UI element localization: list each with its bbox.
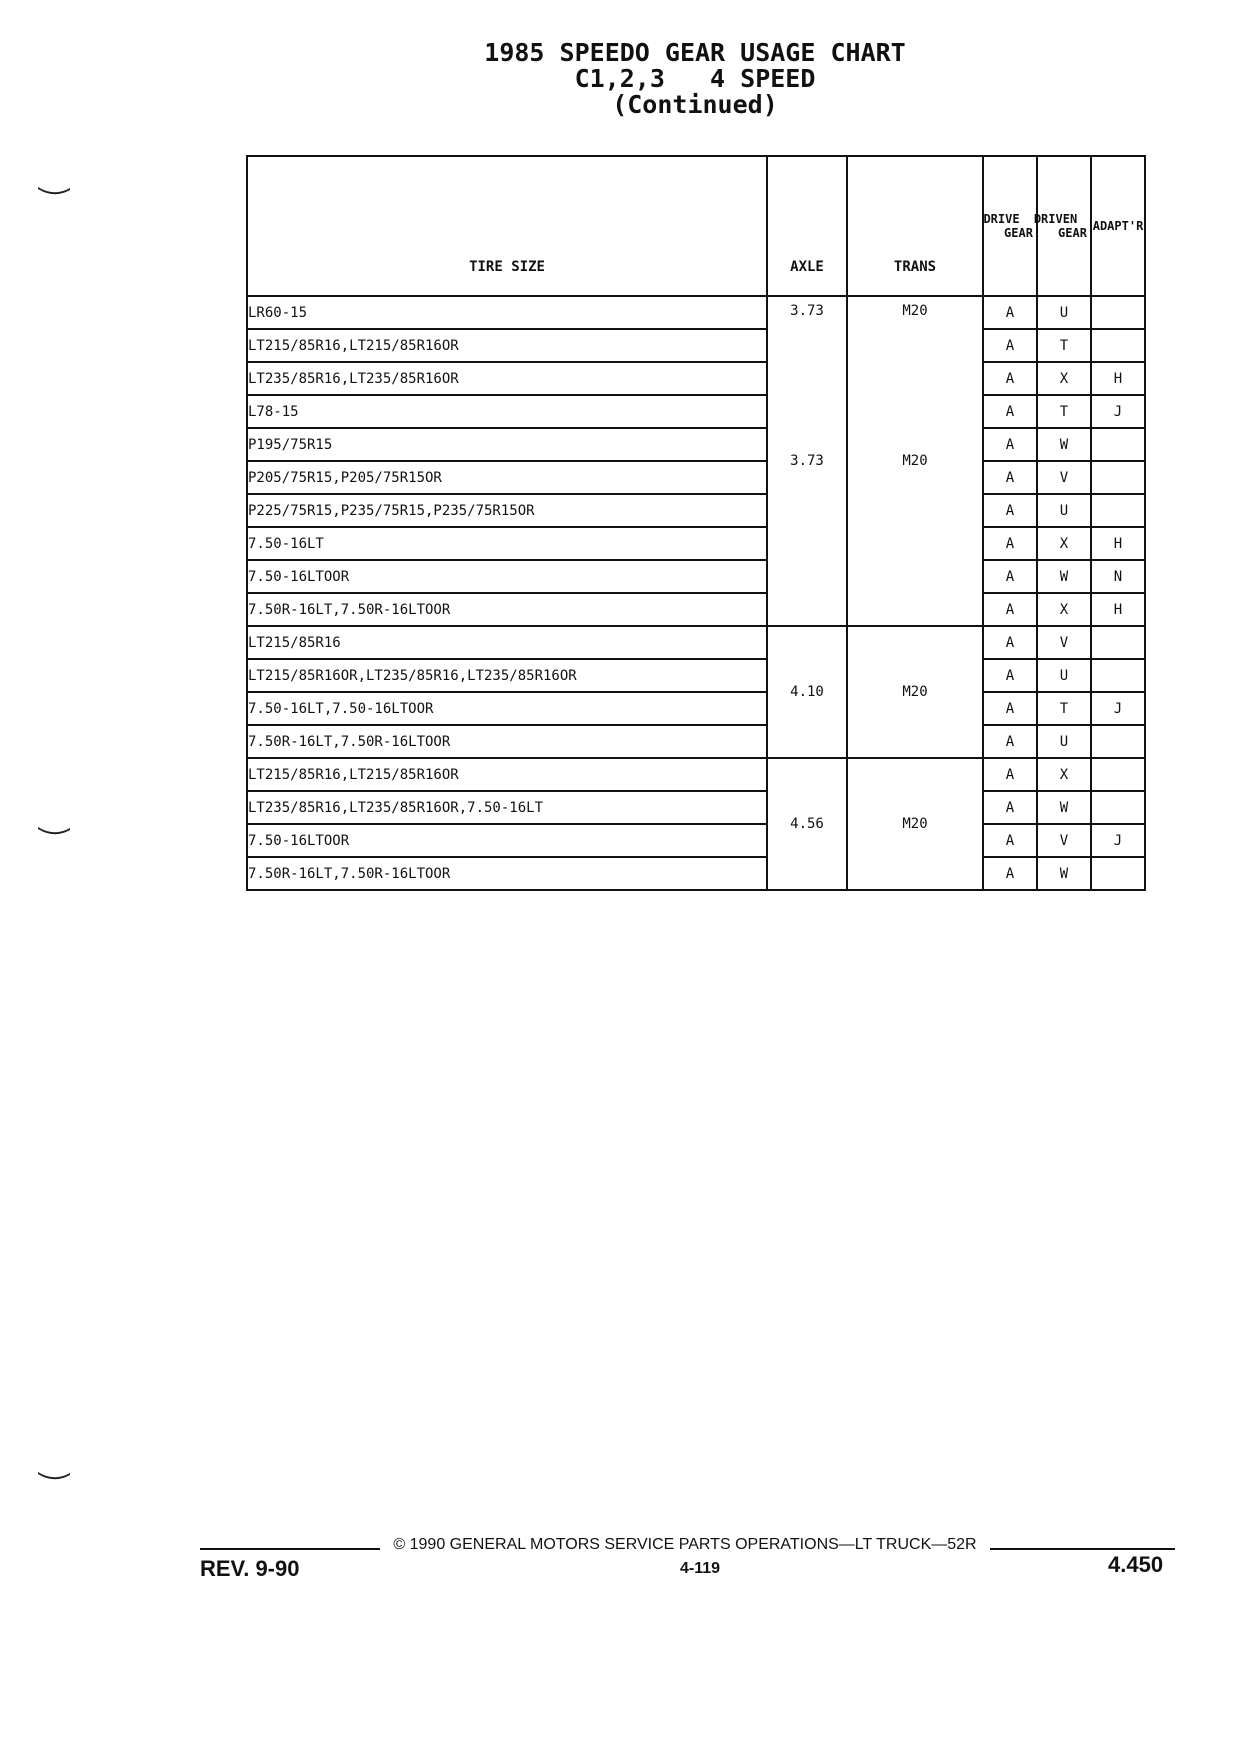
cell-drive-gear: A	[983, 494, 1037, 527]
cell-adapter: J	[1091, 692, 1145, 725]
cell-driven-gear: U	[1037, 725, 1091, 758]
cell-drive-gear: A	[983, 560, 1037, 593]
cell-drive-gear: A	[983, 758, 1037, 791]
table-row	[247, 857, 1145, 890]
table-row	[247, 362, 1145, 395]
vertical-header-word: DRIVEN	[1033, 212, 1078, 226]
cell-adapter: H	[1091, 593, 1145, 626]
cell-trans	[847, 296, 983, 626]
cell-adapter	[1091, 296, 1145, 329]
cell-trans	[847, 758, 983, 890]
header-driven-gear	[1033, 156, 1091, 296]
table-row	[247, 659, 1145, 692]
cell-tire-size: 7.50-16LTOOR	[247, 824, 767, 857]
cell-adapter: J	[1091, 824, 1145, 857]
cell-drive-gear: A	[983, 626, 1037, 659]
table-row	[247, 692, 1145, 725]
cell-driven-gear: V	[1037, 461, 1091, 494]
cell-drive-gear: A	[983, 593, 1037, 626]
cell-driven-gear: W	[1037, 428, 1091, 461]
cell-adapter: H	[1091, 362, 1145, 395]
cell-tire-size: LT215/85R16,LT215/85R16OR	[247, 758, 767, 791]
binder-mark	[38, 1470, 70, 1480]
revision-label: REV. 9-90	[200, 1556, 300, 1581]
cell-drive-gear: A	[983, 725, 1037, 758]
footer-rule-right	[990, 1548, 1175, 1550]
cell-axle	[767, 296, 847, 626]
cell-tire-size: 7.50-16LT,7.50-16LTOOR	[247, 692, 767, 725]
cell-driven-gear: V	[1037, 824, 1091, 857]
cell-adapter: H	[1091, 527, 1145, 560]
axle-ratio-top: 3.73	[790, 303, 824, 319]
header-drive-gear	[983, 156, 1037, 296]
table-row	[247, 824, 1145, 857]
trans-code: M20	[902, 684, 928, 700]
cell-trans	[847, 626, 983, 758]
cell-driven-gear: T	[1037, 395, 1091, 428]
cell-adapter	[1091, 329, 1145, 362]
title-line-1: 1985 SPEEDO GEAR USAGE CHART	[484, 38, 906, 67]
cell-driven-gear: W	[1037, 560, 1091, 593]
cell-tire-size: 7.50R-16LT,7.50R-16LTOOR	[247, 725, 767, 758]
vertical-header-word: GEAR	[1004, 226, 1033, 240]
cell-adapter	[1091, 428, 1145, 461]
table-row	[247, 593, 1145, 626]
cell-drive-gear: A	[983, 395, 1037, 428]
table-row	[247, 527, 1145, 560]
vertical-header-word: GEAR	[1058, 226, 1087, 240]
cell-driven-gear: W	[1037, 857, 1091, 890]
header-adapter	[1091, 156, 1145, 296]
cell-drive-gear: A	[983, 428, 1037, 461]
cell-driven-gear: X	[1037, 527, 1091, 560]
cell-tire-size: LT235/85R16,LT235/85R16OR,7.50-16LT	[247, 791, 767, 824]
cell-adapter	[1091, 791, 1145, 824]
cell-tire-size: 7.50R-16LT,7.50R-16LTOOR	[247, 593, 767, 626]
cell-driven-gear: X	[1037, 362, 1091, 395]
footer-page-number: 4-119	[679, 1560, 721, 1577]
table-row	[247, 758, 1145, 791]
cell-driven-gear: X	[1037, 758, 1091, 791]
cell-driven-gear: W	[1037, 791, 1091, 824]
table-row	[247, 725, 1145, 758]
cell-adapter: N	[1091, 560, 1145, 593]
cell-drive-gear: A	[983, 527, 1037, 560]
cell-driven-gear: V	[1037, 626, 1091, 659]
cell-drive-gear: A	[983, 824, 1037, 857]
cell-drive-gear: A	[983, 659, 1037, 692]
cell-driven-gear: T	[1037, 329, 1091, 362]
cell-adapter	[1091, 626, 1145, 659]
cell-axle	[767, 758, 847, 890]
footer-rule-left	[200, 1548, 380, 1550]
table-row	[247, 395, 1145, 428]
cell-adapter	[1091, 461, 1145, 494]
cell-drive-gear: A	[983, 692, 1037, 725]
cell-adapter	[1091, 725, 1145, 758]
cell-tire-size: 7.50-16LTOOR	[247, 560, 767, 593]
cell-driven-gear: U	[1037, 659, 1091, 692]
trans-code: M20	[902, 453, 928, 469]
table-row	[247, 494, 1145, 527]
footer-copyright: © 1990 GENERAL MOTORS SERVICE PARTS OPERATIONS—LT TRUCK—52R	[393, 1536, 977, 1553]
cell-tire-size: LT215/85R16	[247, 626, 767, 659]
cell-tire-size: P225/75R15,P235/75R15,P235/75R15OR	[247, 494, 767, 527]
table-row	[247, 329, 1145, 362]
cell-tire-size: 7.50-16LT	[247, 527, 767, 560]
cell-drive-gear: A	[983, 791, 1037, 824]
trans-code-top: M20	[902, 303, 928, 319]
header-tire-size: TIRE SIZE	[247, 156, 767, 296]
cell-adapter	[1091, 494, 1145, 527]
header-trans: TRANS	[847, 156, 983, 296]
cell-adapter	[1091, 857, 1145, 890]
binder-mark	[38, 185, 70, 195]
table-row	[247, 428, 1145, 461]
vertical-header-word: DRIVE	[983, 212, 1020, 226]
cell-drive-gear: A	[983, 362, 1037, 395]
page-title	[0, 40, 1249, 118]
trans-code: M20	[902, 816, 928, 832]
table-row	[247, 461, 1145, 494]
table-row	[247, 296, 1145, 329]
table-header-row	[247, 156, 1145, 296]
cell-adapter	[1091, 659, 1145, 692]
cell-adapter	[1091, 758, 1145, 791]
cell-drive-gear: A	[983, 461, 1037, 494]
table-row	[247, 626, 1145, 659]
cell-drive-gear: A	[983, 329, 1037, 362]
cell-tire-size: LT215/85R16,LT215/85R16OR	[247, 329, 767, 362]
cell-adapter: J	[1091, 395, 1145, 428]
axle-ratio: 3.73	[790, 453, 824, 469]
header-axle: AXLE	[767, 156, 847, 296]
cell-tire-size: LR60-15	[247, 296, 767, 329]
cell-driven-gear: U	[1037, 296, 1091, 329]
cell-tire-size: L78-15	[247, 395, 767, 428]
cell-driven-gear: T	[1037, 692, 1091, 725]
table-row	[247, 560, 1145, 593]
speedo-gear-table	[246, 155, 1146, 891]
cell-drive-gear: A	[983, 296, 1037, 329]
cell-tire-size: P195/75R15	[247, 428, 767, 461]
axle-ratio: 4.10	[790, 684, 824, 700]
axle-ratio: 4.56	[790, 816, 824, 832]
cell-driven-gear: X	[1037, 593, 1091, 626]
title-line-2: C1,2,3 4 SPEED	[574, 64, 816, 93]
cell-tire-size: P205/75R15,P205/75R15OR	[247, 461, 767, 494]
binder-mark	[38, 825, 70, 835]
cell-drive-gear: A	[983, 857, 1037, 890]
section-number: 4.450	[1108, 1552, 1164, 1577]
cell-tire-size: 7.50R-16LT,7.50R-16LTOOR	[247, 857, 767, 890]
cell-axle	[767, 626, 847, 758]
vertical-header-word: ADAPT'R	[1092, 219, 1144, 233]
cell-tire-size: LT235/85R16,LT235/85R16OR	[247, 362, 767, 395]
table-row	[247, 791, 1145, 824]
cell-tire-size: LT215/85R16OR,LT235/85R16,LT235/85R16OR	[247, 659, 767, 692]
title-line-3: (Continued)	[612, 90, 778, 119]
cell-driven-gear: U	[1037, 494, 1091, 527]
table-body	[247, 296, 1145, 890]
